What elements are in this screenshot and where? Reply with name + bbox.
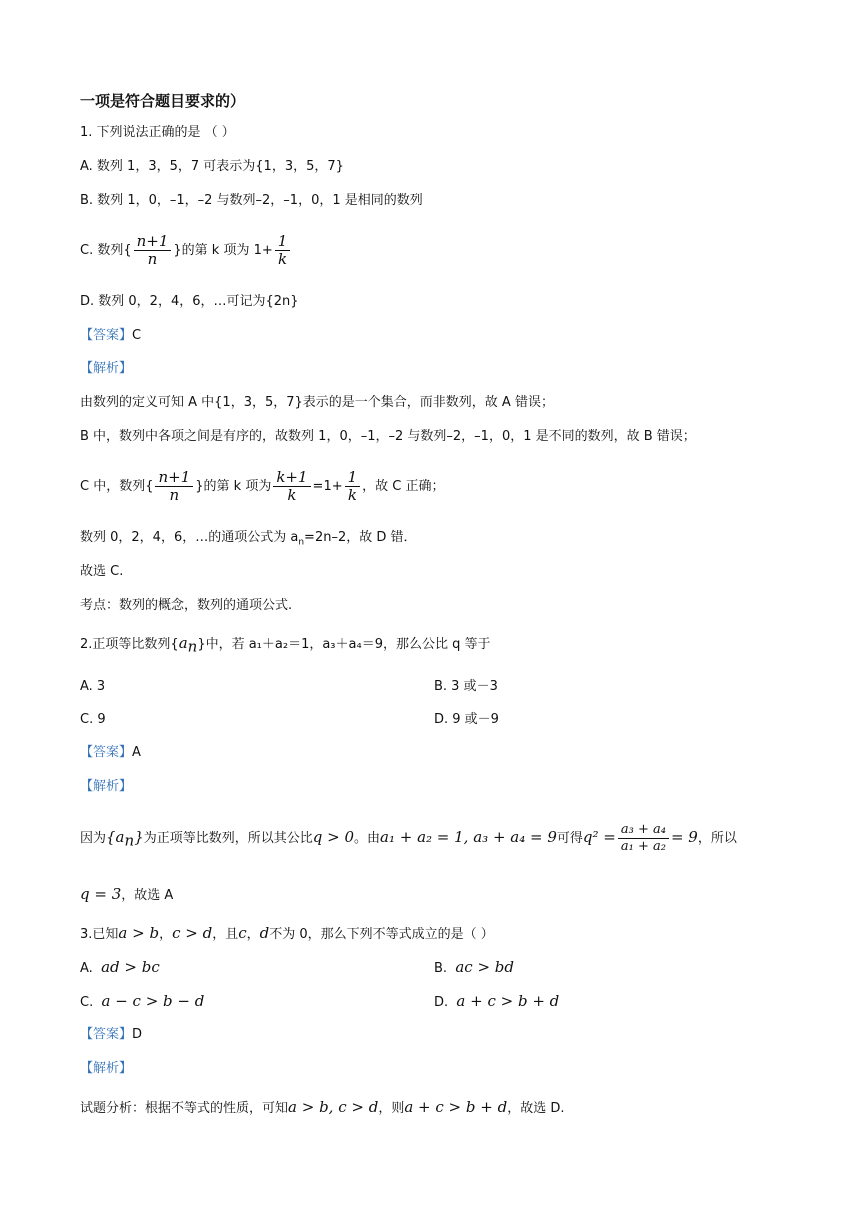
q2-exp-math-1-close: } — [134, 828, 144, 846]
q2-stem-suffix: }中，若 a₁＋a₂＝1，a₃＋a₄＝9，那么公比 q 等于 — [197, 637, 491, 652]
exp3-suffix: ，故 C 正确； — [362, 479, 445, 494]
option-math: a + c > b + d — [456, 992, 560, 1010]
q3-answer — [80, 1026, 142, 1044]
q2-exp-math-4-prefix: q² = — [582, 828, 616, 846]
q2-exp-text-5: ，所以 — [697, 831, 737, 846]
exp3-mid: }的第 k 项为 — [195, 479, 272, 494]
fraction-numerator: 1 — [345, 469, 361, 487]
q2-exp-text-2: 为正项等比数列，所以其公比 — [143, 831, 313, 846]
q1-explanation-4 — [80, 529, 417, 552]
exp3-fraction-1 — [155, 469, 193, 504]
fraction-denominator: n — [147, 250, 158, 268]
q2-stem-subscript: n — [187, 637, 198, 656]
q2-exp-text-4: 可得 — [556, 831, 583, 846]
exp3-mid-2: =1+ — [312, 479, 343, 494]
option-math: ac > bd — [455, 958, 514, 976]
answer-value: A — [132, 745, 141, 760]
q3-stem-math-1: a > b — [118, 924, 160, 942]
q1-option-c — [80, 232, 292, 270]
q2-exp-math-4-suffix: = 9 — [670, 828, 698, 846]
q1-stem: 1. 下列说法正确的是 （ ） — [80, 125, 235, 140]
option-math: a − c > b − d — [101, 992, 205, 1010]
q3-exp-text-1: 试题分析：根据不等式的性质，可知 — [80, 1101, 289, 1116]
q2-explanation-2 — [80, 885, 173, 905]
q2-stem-math: a — [178, 634, 188, 652]
q2-option-d: D. 9 或－9 — [434, 712, 499, 727]
fraction-numerator: k+1 — [273, 469, 310, 487]
answer-tag: 【答案】 — [80, 745, 133, 760]
q1-option-c-fraction-2 — [275, 233, 291, 268]
answer-value: D — [132, 1027, 143, 1042]
q3-exp-text-3: ，故选 D. — [507, 1101, 565, 1116]
q2-exp-text-1: 因为 — [80, 831, 107, 846]
fraction-denominator: k — [347, 486, 357, 504]
fraction-numerator: n+1 — [155, 469, 193, 487]
q2-exp-math-1-subscript: n — [124, 831, 135, 850]
fraction-numerator: 1 — [275, 233, 291, 251]
q1-option-c-mid: }的第 k 项为 1+ — [173, 243, 273, 258]
q1-conclusion: 故选 C. — [80, 564, 124, 579]
q2-answer — [80, 744, 141, 762]
q3-exp-text-2: ，则 — [378, 1101, 405, 1116]
q3-stem-text-1: ， — [159, 927, 173, 942]
exp4-subscript: n — [298, 537, 305, 548]
q3-stem-suffix: 不为 0，那么下列不等式成立的是（ ） — [269, 927, 494, 942]
q1-analysis-tag: 【解析】 — [80, 361, 133, 376]
q1-answer — [80, 327, 141, 345]
q3-stem-prefix: 3.已知 — [80, 927, 119, 942]
q3-option-c — [80, 992, 204, 1012]
q2-option-c: C. 9 — [80, 712, 106, 727]
q3-stem-math-4: d — [259, 924, 270, 942]
q1-kaodian: 考点：数列的概念，数列的通项公式. — [80, 598, 293, 613]
q1-option-b: B. 数列 1，0，–1，–2 与数列–2，–1，0，1 是相同的数列 — [80, 193, 423, 208]
exp4-suffix: =2n–2，故 D 错． — [304, 530, 417, 545]
q2-exp-math-2: q > 0 — [312, 828, 354, 846]
option-label: A. — [80, 961, 93, 976]
q2-stem — [80, 634, 491, 656]
exp4-prefix: 数列 0，2，4，6，…的通项公式为 a — [80, 530, 299, 545]
exp3-fraction-3 — [345, 469, 361, 504]
option-label: B. — [434, 961, 448, 976]
answer-value: C — [132, 328, 142, 343]
q3-exp-math-1: a > b, c > d — [288, 1098, 379, 1116]
q2-exp2-text: ，故选 A — [121, 888, 174, 903]
q3-explanation — [80, 1098, 564, 1118]
q2-option-b: B. 3 或－3 — [434, 679, 498, 694]
q3-option-d — [434, 992, 559, 1012]
q3-exp-math-2: a + c > b + d — [404, 1098, 508, 1116]
fraction-denominator: k — [278, 250, 288, 268]
section-heading: 一项是符合题目要求的） — [80, 92, 246, 110]
q3-stem — [80, 924, 494, 944]
q1-explanation-1: 由数列的定义可知 A 中{1，3，5，7}表示的是一个集合，而非数列，故 A 错误； — [80, 395, 554, 410]
q1-option-d: D. 数列 0，2，4，6，…可记为{2n} — [80, 294, 299, 309]
option-label: D. — [434, 995, 449, 1010]
q2-explanation-1 — [80, 815, 737, 863]
q1-option-c-prefix: C. 数列{ — [80, 243, 132, 258]
option-math: ad > bc — [101, 958, 160, 976]
q2-exp-math-1: {a — [106, 828, 125, 846]
q3-option-b — [434, 958, 514, 978]
answer-tag: 【答案】 — [80, 328, 133, 343]
fraction-numerator: a₃ + a₄ — [618, 822, 669, 839]
fraction-numerator: n+1 — [134, 233, 172, 251]
exp3-fraction-2 — [273, 469, 310, 504]
fraction-denominator: k — [287, 486, 297, 504]
q2-exp-math-3: a₁ + a₂ = 1, a₃ + a₄ = 9 — [380, 828, 557, 846]
q2-exp-text-3: 。由 — [354, 831, 381, 846]
fraction-denominator: n — [169, 486, 180, 504]
q3-stem-math-2: c > d — [172, 924, 213, 942]
q1-option-a: A. 数列 1，3，5，7 可表示为{1，3，5，7} — [80, 159, 344, 174]
q3-stem-text-2: ，且 — [212, 927, 239, 942]
q2-exp-fraction — [618, 822, 669, 855]
q2-exp2-math: q = 3 — [80, 885, 122, 903]
q1-explanation-2: B 中，数列中各项之间是有序的，故数列 1，0，–1，–2 与数列–2，–1，0，1 是不同的数列，故 B 错误； — [80, 429, 696, 444]
answer-tag: 【答案】 — [80, 1027, 133, 1042]
q2-stem-prefix: 2.正项等比数列{ — [80, 637, 179, 652]
q2-option-a: A. 3 — [80, 679, 106, 694]
q1-option-c-fraction — [134, 233, 172, 268]
q3-analysis-tag: 【解析】 — [80, 1061, 133, 1076]
q1-explanation-3 — [80, 468, 445, 506]
q3-stem-math-3: c — [238, 924, 247, 942]
q3-stem-text-3: ， — [246, 927, 260, 942]
q3-option-a — [80, 958, 160, 978]
exp3-prefix: C 中，数列{ — [80, 479, 154, 494]
fraction-denominator: a₁ + a₂ — [620, 839, 666, 854]
option-label: C. — [80, 995, 94, 1010]
q2-analysis-tag: 【解析】 — [80, 779, 133, 794]
